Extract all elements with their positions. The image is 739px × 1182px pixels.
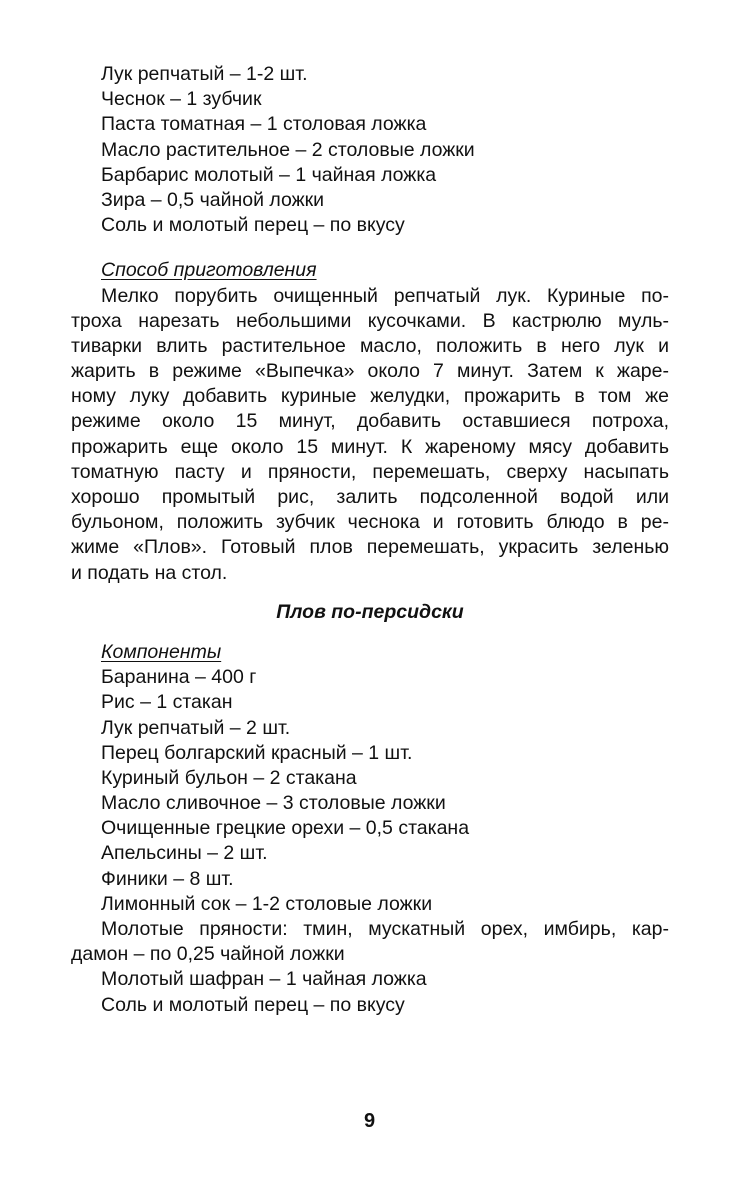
component-line: Баранина – 400 г	[101, 666, 257, 689]
component-line: Очищенные грецкие орехи – 0,5 стакана	[101, 817, 470, 840]
book-page	[71, 62, 669, 1018]
components-heading	[71, 640, 669, 665]
method-line: тиварки влить растительное масло, положить в него лук и	[71, 334, 669, 357]
method-line: жиме «Плов». Готовый плов перемешать, украсить зеленью	[71, 536, 669, 559]
method-line: хорошо промытый рис, залить подсоленной водой или	[71, 486, 669, 508]
component-line: Апельсины – 2 шт.	[101, 842, 268, 865]
method-line: прожарить еще около 15 минут. К жареному мясу добавить	[71, 435, 669, 458]
method-line: томатную пасту и пряности, перемешать, сверху насыпать	[71, 460, 669, 483]
method-line: и подать на стол.	[71, 561, 228, 584]
ingredient-line: Чеснок – 1 зубчик	[101, 88, 262, 111]
ingredient-line: Зира – 0,5 чайной ложки	[101, 188, 325, 211]
method-line: жарить в режиме «Выпечка» около 7 минут. Затем к жаре-	[71, 360, 669, 383]
component-line: Лимонный сок – 1-2 столовые ложки	[101, 892, 433, 915]
method-heading-text: Способ приготовления	[101, 259, 317, 282]
method-line: ному луку добавить куриные желудки, прожарить в том же	[71, 385, 669, 408]
ingredient-line: Паста томатная – 1 столовая ложка	[101, 113, 427, 136]
component-line: Молотый шафран – 1 чайная ложка	[101, 968, 427, 991]
component-line: Куриный бульон – 2 стакана	[101, 766, 357, 789]
component-line-spices: Молотые пряности: тмин, мускатный орех, имбирь, кар-	[101, 918, 669, 940]
method-line: бульоном, положить зубчик чеснока и готовить блюдо в ре-	[71, 511, 669, 534]
component-line: Лук репчатый – 2 шт.	[101, 716, 291, 739]
ingredient-line: Соль и молотый перец – по вкусу	[101, 214, 405, 237]
recipe-title: Плов по-персидски	[276, 600, 464, 623]
ingredient-line: Барбарис молотый – 1 чайная ложка	[101, 163, 437, 186]
method-heading	[71, 258, 669, 283]
ingredients-list-continued	[71, 62, 669, 238]
method-line: Мелко порубить очищенный репчатый лук. Куриные по-	[101, 284, 669, 307]
component-line-spices-cont: дамон – по 0,25 чайной ложки	[71, 943, 345, 966]
component-line: Рис – 1 стакан	[101, 691, 233, 714]
component-line: Масло сливочное – 3 столовые ложки	[101, 792, 446, 815]
component-line: Финики – 8 шт.	[101, 867, 234, 890]
component-line: Перец болгарский красный – 1 шт.	[101, 741, 413, 764]
component-line: Соль и молотый перец – по вкусу	[101, 993, 405, 1016]
ingredient-line: Масло растительное – 2 столовые ложки	[101, 138, 475, 161]
method-line: режиме около 15 минут, добавить оставшиеся потроха,	[71, 410, 669, 433]
page-number: 9	[363, 1110, 376, 1132]
components-list	[71, 665, 669, 1018]
components-heading-text: Компоненты	[101, 640, 222, 663]
method-line: троха нарезать небольшими кусочками. В кастрюлю муль-	[71, 309, 669, 332]
method-paragraph	[71, 284, 669, 586]
ingredient-line: Лук репчатый – 1-2 шт.	[101, 63, 308, 85]
